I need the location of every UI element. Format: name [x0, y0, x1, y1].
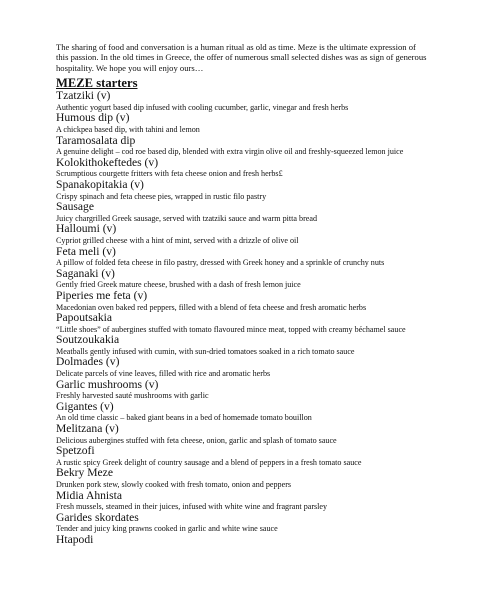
- menu-item-name: Soutzoukakia: [56, 333, 120, 347]
- menu-item-description: Delicious aubergines stuffed with feta cheese, onion, garlic and splash of tomato sauce: [56, 435, 337, 445]
- menu-item-name: Htapodi: [56, 532, 94, 546]
- menu-item: [56, 312, 428, 334]
- menu-item-description: Crispy spinach and feta cheese pies, wrapped in rustic filo pastry: [56, 191, 267, 201]
- menu-item-description: Meatballs gently infused with cumin, with sun-dried tomatoes soaked in a rich tomato sauce: [56, 346, 355, 356]
- menu-item-description: Cypriot grilled cheese with a hint of mint, served with a drizzle of olive oil: [56, 235, 299, 245]
- menu-item-description: Juicy chargrilled Greek sausage, served with tzatziki sauce and warm pitta bread: [56, 213, 317, 223]
- menu-item-name: Kolokithokeftedes (v): [56, 155, 159, 169]
- menu-item-list: [56, 90, 428, 546]
- menu-item: [56, 135, 428, 157]
- menu-item-name: Melitzana (v): [56, 422, 119, 436]
- menu-item-name: Bekry Meze: [56, 466, 113, 480]
- menu-item-description: Authentic yogurt based dip infused with cooling cucumber, garlic, vinegar and fresh herbs: [56, 102, 349, 112]
- menu-item-name: Halloumi (v): [56, 222, 117, 236]
- menu-item: [56, 90, 428, 112]
- menu-item: [56, 112, 428, 134]
- menu-item-description: Freshly harvested sauté mushrooms with garlic: [56, 391, 209, 401]
- menu-item-name: Papoutsakia: [56, 311, 113, 325]
- menu-item-description: Drunken pork stew, slowly cooked with fresh tomato, onion and peppers: [56, 480, 292, 489]
- menu-item: [56, 223, 428, 245]
- menu-item-name: Piperies me feta (v): [56, 288, 148, 302]
- menu-item-description: Scrumptious courgette fritters with feta cheese onion and fresh herbs£: [56, 169, 283, 179]
- menu-item-name: Dolmades (v): [56, 355, 120, 369]
- menu-item: [56, 512, 428, 534]
- menu-item-name: Spanakopitakia (v): [56, 177, 144, 191]
- menu-item: [56, 290, 428, 312]
- menu-item-description: Tender and juicy king prawns cooked in garlic and white wine sauce: [56, 524, 278, 534]
- menu-item-name: Garides skordates: [56, 510, 139, 524]
- menu-item: [56, 379, 428, 401]
- section-title: MEZE starters: [56, 76, 138, 91]
- menu-item-name: Midia Ahnista: [56, 488, 123, 502]
- menu-item: [56, 334, 428, 356]
- menu-item-description: Macedonian oven baked red peppers, filled with a blend of feta cheese and fresh aromatic herbs: [56, 302, 367, 312]
- menu-item: [56, 157, 428, 179]
- menu-item: [56, 246, 428, 268]
- menu-item-description: A chickpea based dip, with tahini and lemon: [56, 125, 200, 134]
- menu-item-description: A pillow of folded feta cheese in filo pastry, dressed with Greek honey and a sprinkle of crunchy nuts: [56, 258, 385, 268]
- menu-item: [56, 401, 428, 423]
- menu-item-name: Gigantes (v): [56, 399, 114, 413]
- menu-item: [56, 467, 428, 489]
- menu-item: [56, 268, 428, 290]
- menu-item-description: A rustic spicy Greek delight of country sausage and a blend of peppers in a fresh tomato sauce: [56, 457, 362, 467]
- menu-item-name: Feta meli (v): [56, 244, 116, 258]
- menu-item-name: Humous dip (v): [56, 111, 130, 125]
- menu-item: [56, 179, 428, 201]
- menu-page: [56, 42, 428, 547]
- menu-item-name: Garlic mushrooms (v): [56, 377, 159, 391]
- menu-item: [56, 490, 428, 512]
- menu-item-description: A genuine delight – cod roe based dip, blended with extra virgin olive oil and freshly-squeezed lemon juice: [56, 147, 404, 157]
- intro-paragraph: The sharing of food and conversation is a human ritual as old as time. Meze is the ultimate expression of this passion. In the old times in Greece, the offer of numerous small selected dishes was as sign of generous hospitality. We hope you will enjoy ours…: [56, 42, 427, 73]
- menu-item-name: Sausage: [56, 200, 94, 214]
- menu-item-name: Tzatziki (v): [56, 89, 111, 103]
- menu-item-name: Spetzofi: [56, 444, 95, 458]
- menu-item: [56, 423, 428, 445]
- menu-item: [56, 445, 428, 467]
- menu-item-description: “Little shoes” of aubergines stuffed with tomato flavoured mince meat, topped with creamy béchamel sauce: [56, 324, 406, 334]
- menu-item-description: Fresh mussels, steamed in their juices, infused with white wine and fragrant parsley: [56, 502, 328, 512]
- menu-item-name: Saganaki (v): [56, 266, 115, 280]
- menu-item-description: Delicate parcels of vine leaves, filled with rice and aromatic herbs: [56, 369, 271, 379]
- menu-item: [56, 201, 428, 223]
- menu-item-description: Gently fried Greek mature cheese, brushed with a dash of fresh lemon juice: [56, 280, 301, 290]
- menu-item: [56, 534, 428, 547]
- menu-item-name: Taramosalata dip: [56, 133, 136, 147]
- menu-item-description: An old time classic – baked giant beans in a bed of homemade tomato bouillon: [56, 413, 312, 423]
- menu-item: [56, 356, 428, 378]
